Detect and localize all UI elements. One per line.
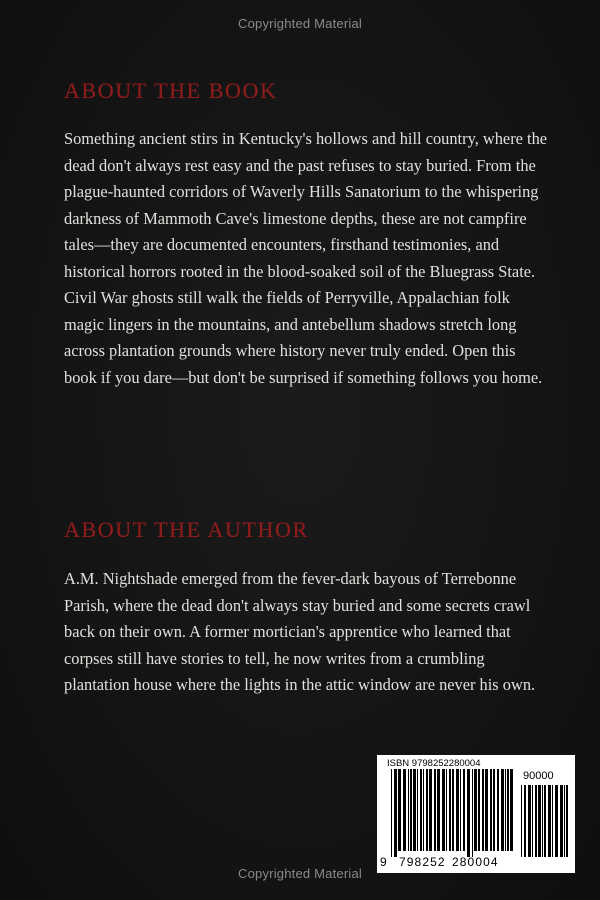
barcode-bar (505, 769, 506, 851)
barcode-bar (429, 769, 432, 851)
barcode-bar (497, 769, 499, 851)
about-book-heading: ABOUT THE BOOK (64, 78, 278, 103)
barcode-bar (528, 785, 531, 857)
barcode-guard-bar (391, 769, 392, 857)
price-addon-code: 90000 (523, 770, 554, 782)
barcode-bar (452, 769, 454, 851)
barcode-bar (408, 769, 409, 851)
about-book-text: Something ancient stirs in Kentucky's hollows and hill country, where the dead don't always rest easy and the past refuses to stay buried. From the plague-haunted corridors of Waverly Hills Sanatorium to the whispering darkness of Mammoth Cave's limestone depths, these are not campfire tales—they are documented encounters, firsthand testimonies, and historical horrors rooted in the blood-soaked soil of the Bluegrass State. Civil War ghosts still walk the fields of Perryville, Appalachian folk magic lingers in the mountains, and antebellum shadows stretch long across plantation grounds where history never truly ended. Open this book if you dare—but don't be surprised if something follows you home. (64, 129, 548, 387)
barcode-bar (542, 785, 543, 857)
isbn-barcode (377, 755, 575, 873)
barcode-digit-lead: 9 (380, 855, 388, 869)
barcode-bar (413, 769, 416, 851)
barcode-bar (544, 785, 546, 857)
barcode-bar (538, 785, 541, 857)
barcode-bar (434, 769, 436, 851)
copyright-watermark-top: Copyrighted Material (238, 16, 362, 31)
barcode-bar (474, 769, 477, 851)
barcode-bar (417, 769, 418, 851)
barcode-bar (532, 785, 533, 857)
barcode-bar (493, 769, 495, 851)
barcode-bar (478, 769, 480, 851)
barcode-bar (535, 785, 537, 857)
barcode-bar (426, 769, 428, 851)
barcode-bar (560, 785, 563, 857)
isbn-label: ISBN 9798252280004 (387, 758, 481, 769)
barcode-bar (510, 769, 513, 851)
barcode-bar (398, 769, 401, 851)
barcode-bar (446, 769, 447, 851)
barcode-bar (564, 785, 565, 857)
barcode-bar (521, 785, 522, 857)
barcode-bar (420, 769, 422, 851)
barcode-bar (548, 785, 551, 857)
barcode-bar (449, 769, 451, 851)
barcode-bar (485, 769, 488, 851)
barcode-bar (442, 769, 445, 851)
barcode-digits-right: 280004 (452, 855, 499, 869)
barcode-bar (423, 769, 424, 851)
barcode-bar (437, 769, 440, 851)
barcode-digits-left: 798252 (399, 855, 446, 869)
barcode-guard-bar (472, 769, 473, 857)
barcode-bar (460, 769, 461, 851)
barcode-bar (555, 785, 558, 857)
copyright-watermark-bottom: Copyrighted Material (238, 866, 362, 881)
barcode-bar (524, 785, 526, 857)
barcode-bar (463, 769, 465, 851)
barcode-guard-bar (394, 769, 397, 857)
about-author-heading: ABOUT THE AUTHOR (64, 517, 309, 542)
barcode-bar (501, 769, 504, 851)
barcode-guard-bar (467, 769, 470, 857)
barcode-bar (456, 769, 459, 851)
barcode-bar (482, 769, 484, 851)
barcode-bar (410, 769, 412, 851)
barcode-bar (490, 769, 492, 851)
about-author-text: A.M. Nightshade emerged from the fever-dark bayous of Terrebonne Parish, where the dead don't always stay buried and some secrets crawl back on their own. A former mortician's apprentice who learned that corpses still have stories to tell, he now writes from a crumbling plantation house where the lights in the attic window are never his own. (64, 569, 536, 694)
barcode-bar (507, 769, 509, 851)
barcode-bar (403, 769, 406, 851)
barcode-bar (566, 785, 568, 857)
barcode-bar (552, 785, 553, 857)
